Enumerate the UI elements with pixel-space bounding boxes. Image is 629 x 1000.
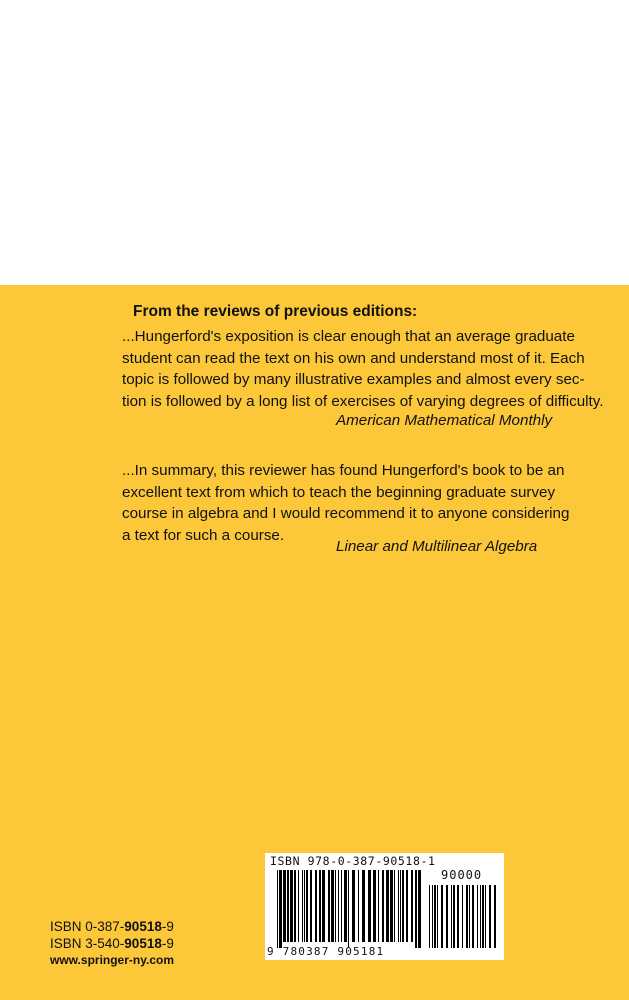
isbn-2-bold: 90518	[124, 936, 162, 951]
barcode-addon-bar	[432, 885, 433, 948]
barcode-addon-bar	[462, 885, 463, 948]
review-2-line-4: a text for such a course.	[122, 526, 285, 544]
barcode-bar	[306, 870, 308, 942]
barcode-ean-digits: 9 780387 905181	[267, 945, 385, 958]
barcode-bar	[400, 870, 401, 942]
barcode-bar	[283, 870, 286, 942]
barcode-addon-bar	[434, 885, 436, 948]
publisher-website: www.springer-ny.com	[50, 953, 175, 967]
isbn-2-prefix: ISBN 3-540-	[50, 936, 125, 951]
barcode-bar	[348, 870, 349, 948]
barcode-bar	[315, 870, 317, 942]
barcode-bar	[338, 870, 339, 942]
barcode-bar	[352, 870, 355, 942]
barcode-bar	[373, 870, 376, 942]
isbn-line-1	[50, 918, 174, 935]
barcode-bar	[304, 870, 305, 942]
review-quote-2	[122, 460, 604, 546]
review-2-line-1: ...In summary, this reviewer has found Hungerford's book to be an	[122, 462, 565, 479]
barcode-addon-bar	[453, 885, 455, 948]
barcode-bar	[402, 870, 404, 942]
barcode-bar	[322, 870, 325, 942]
review-2-line-3: course in algebra and I would recommend it to anyone considering	[122, 505, 570, 522]
barcode-bar	[358, 870, 359, 942]
review-1-line-2: student can read the text on his own and understand most of it. Each	[122, 349, 585, 367]
barcode-addon-bar	[489, 885, 491, 948]
barcode-bar	[310, 870, 312, 942]
barcode-bar	[331, 870, 334, 942]
isbn-2-suffix: -9	[161, 936, 174, 951]
review-2-source: Linear and Multilinear Algebra	[336, 538, 538, 555]
barcode-bar	[390, 870, 393, 942]
review-1-line-3: topic is followed by many illustrative examples and almost every sec-	[122, 371, 585, 388]
barcode-bar	[344, 870, 347, 942]
barcode-addon-bar	[457, 885, 459, 948]
isbn-1-bold: 90518	[124, 919, 162, 934]
barcode-bar	[398, 870, 399, 942]
barcode-addon-bar	[441, 885, 443, 948]
barcode-bar	[294, 870, 296, 942]
barcode-addon-bar	[477, 885, 478, 948]
barcode-bar	[328, 870, 330, 942]
barcode-bar	[362, 870, 365, 942]
barcode-bar	[406, 870, 408, 942]
barcode-addon-bar	[482, 885, 484, 948]
barcode-bar	[335, 870, 336, 942]
barcode-addon-bar	[494, 885, 496, 948]
barcode-addon-bar	[451, 885, 452, 948]
barcode-bar	[319, 870, 321, 942]
barcode-bar	[298, 870, 299, 942]
cover-white-area	[0, 0, 629, 285]
barcode-addon-bar	[469, 885, 470, 948]
barcode-addon-digits: 90000	[441, 868, 483, 882]
review-1-line-4: tion is followed by a long list of exercises of varying degrees of difficulty.	[122, 392, 604, 410]
isbn-1-prefix: ISBN 0-387-	[50, 919, 125, 934]
isbn-1-suffix: -9	[161, 919, 174, 934]
barcode-addon-bar	[466, 885, 468, 948]
barcode-addon-bar	[446, 885, 448, 948]
isbn-line-2	[50, 935, 174, 952]
barcode-addon-bar	[437, 885, 438, 948]
isbn-block	[50, 918, 174, 968]
barcode-bar	[277, 870, 278, 948]
barcode-bar	[394, 870, 395, 942]
barcode-bar	[290, 870, 293, 942]
barcode-isbn-text: ISBN 978-0-387-90518-1	[270, 854, 436, 868]
barcode-bar	[287, 870, 289, 942]
barcode-bar	[378, 870, 379, 942]
reviews-heading: From the reviews of previous editions:	[133, 303, 418, 320]
review-1-source: American Mathematical Monthly	[336, 412, 553, 429]
barcode-addon-bar	[485, 885, 486, 948]
barcode-bar	[341, 870, 342, 942]
review-2-line-2: excellent text from which to teach the beginning graduate survey	[122, 483, 556, 501]
barcode-addon-bar	[429, 885, 430, 948]
barcode-bar	[415, 870, 417, 948]
barcode-addon-bar	[480, 885, 481, 948]
barcode-bar	[382, 870, 384, 942]
barcode-addon-bar	[472, 885, 474, 948]
review-1-line-1: ...Hungerford's exposition is clear enough that an average graduate	[122, 328, 575, 345]
barcode-bar	[418, 870, 421, 948]
barcode-bar	[386, 870, 389, 942]
barcode-bar	[368, 870, 371, 942]
barcode-bar	[302, 870, 303, 942]
barcode-bar	[279, 870, 282, 948]
barcode-bar	[411, 870, 413, 942]
barcode	[265, 853, 504, 960]
review-quote-1	[122, 326, 604, 412]
